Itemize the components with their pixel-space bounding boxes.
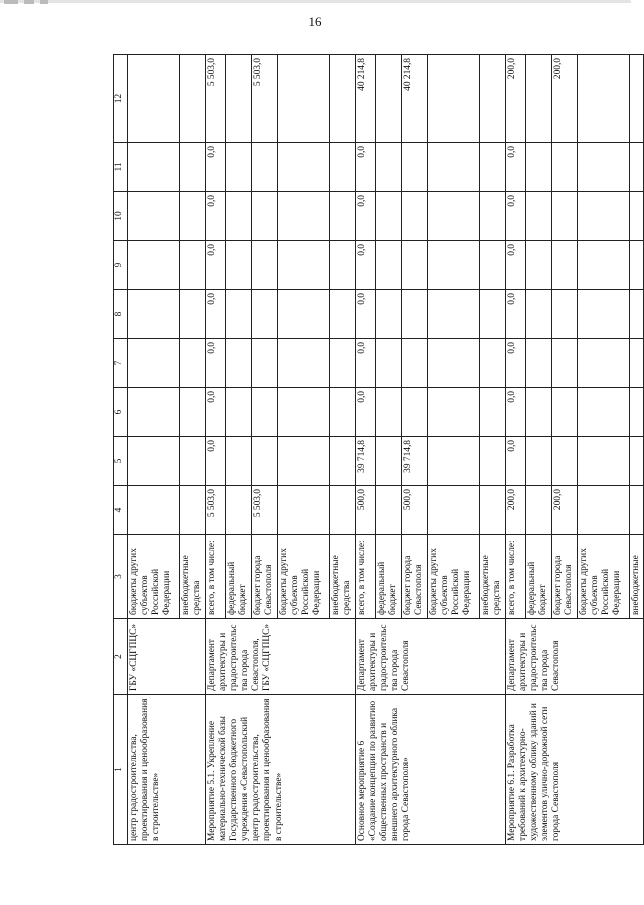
year-value-cell: 0,0: [206, 192, 226, 241]
activity-name-cell: Основное мероприятие 6 «Создание концепции по развитию общественных пространств и внешнего архитектурного облика города Севастополя»: [356, 695, 506, 845]
year-value-cell: [128, 192, 180, 241]
year-value-cell: 39 714,8: [356, 437, 376, 486]
column-number: 12: [114, 55, 128, 143]
table-row: [128, 55, 180, 845]
year-value-cell: [552, 192, 578, 241]
year-value-cell: [330, 388, 356, 437]
year-value-cell: [480, 241, 506, 290]
total-value-cell: [330, 55, 356, 143]
year-value-cell: [330, 290, 356, 339]
year-value-cell: 5 503,0: [252, 486, 278, 535]
year-value-cell: [180, 339, 206, 388]
funding-source-cell: внебюджетные средства: [330, 535, 356, 619]
column-number: 8: [114, 290, 128, 339]
year-value-cell: 0,0: [356, 241, 376, 290]
year-value-cell: [630, 192, 644, 241]
rotated-table-wrapper: [113, 55, 641, 845]
column-number: 9: [114, 241, 128, 290]
year-value-cell: 0,0: [356, 388, 376, 437]
table-row: [356, 55, 376, 845]
year-value-cell: [128, 241, 180, 290]
year-value-cell: [428, 486, 480, 535]
year-value-cell: 0,0: [356, 192, 376, 241]
year-value-cell: [180, 143, 206, 192]
table-row: [206, 55, 226, 845]
year-value-cell: [226, 143, 252, 192]
year-value-cell: [252, 290, 278, 339]
year-value-cell: [278, 241, 330, 290]
column-number: 4: [114, 486, 128, 535]
funding-source-cell: федеральный бюджет: [226, 535, 252, 619]
year-value-cell: [630, 437, 644, 486]
table-body: [114, 55, 644, 845]
year-value-cell: [226, 290, 252, 339]
column-number: 1: [114, 695, 128, 845]
year-value-cell: [526, 143, 552, 192]
activity-name-cell: центр градостроительства, проектирования и ценообразования в строительстве»: [128, 695, 206, 845]
year-value-cell: [376, 437, 402, 486]
table-row: [506, 55, 526, 845]
total-value-cell: 200,0: [552, 55, 578, 143]
funding-source-cell: федеральный бюджет: [526, 535, 552, 619]
year-value-cell: [578, 143, 630, 192]
total-value-cell: 5 503,0: [206, 55, 226, 143]
year-value-cell: [278, 290, 330, 339]
year-value-cell: [376, 290, 402, 339]
year-value-cell: [376, 388, 402, 437]
scan-mark: [0, 0, 56, 4]
year-value-cell: [480, 290, 506, 339]
year-value-cell: [428, 437, 480, 486]
total-value-cell: [630, 55, 644, 143]
funding-source-cell: бюджеты других субъектов Российской Федерации: [428, 535, 480, 619]
column-number: 5: [114, 437, 128, 486]
total-value-cell: 40 214,8: [402, 55, 428, 143]
year-value-cell: [278, 388, 330, 437]
year-value-cell: [402, 143, 428, 192]
year-value-cell: [226, 437, 252, 486]
year-value-cell: [278, 143, 330, 192]
funding-source-cell: всего, в том числе:: [356, 535, 376, 619]
year-value-cell: [428, 192, 480, 241]
funding-source-cell: внебюджетные: [630, 535, 644, 619]
year-value-cell: 500,0: [402, 486, 428, 535]
year-value-cell: 0,0: [506, 143, 526, 192]
column-number: 10: [114, 192, 128, 241]
year-value-cell: [252, 143, 278, 192]
total-value-cell: [578, 55, 630, 143]
year-value-cell: [180, 486, 206, 535]
year-value-cell: [428, 241, 480, 290]
funding-source-cell: внебюджетные средства: [480, 535, 506, 619]
year-value-cell: [180, 437, 206, 486]
year-value-cell: [376, 339, 402, 388]
year-value-cell: [252, 339, 278, 388]
funding-source-cell: федеральный бюджет: [376, 535, 402, 619]
page-number: 16: [308, 14, 322, 29]
year-value-cell: [278, 437, 330, 486]
total-value-cell: [278, 55, 330, 143]
year-value-cell: 500,0: [356, 486, 376, 535]
year-value-cell: [480, 339, 506, 388]
executor-cell: Департамент архитектуры и градостроительства города Севастополя: [506, 619, 644, 695]
year-value-cell: [578, 437, 630, 486]
activity-name-cell: Мероприятие 5.1. Укрепление материально-технической базы Государственного бюджетного учреждения «Севастопольский центр градостроительства, проектирования и ценообразования в строительстве»: [206, 695, 356, 845]
year-value-cell: 0,0: [506, 388, 526, 437]
year-value-cell: [526, 290, 552, 339]
total-value-cell: [376, 55, 402, 143]
year-value-cell: [428, 143, 480, 192]
year-value-cell: [480, 388, 506, 437]
year-value-cell: 200,0: [552, 486, 578, 535]
year-value-cell: [330, 339, 356, 388]
year-value-cell: [578, 486, 630, 535]
funding-source-cell: бюджеты других субъектов Российской Федерации: [278, 535, 330, 619]
funding-source-cell: бюджеты других субъектов Российской Федерации: [128, 535, 180, 619]
year-value-cell: 0,0: [506, 192, 526, 241]
total-value-cell: [526, 55, 552, 143]
year-value-cell: [330, 241, 356, 290]
year-value-cell: [128, 388, 180, 437]
year-value-cell: [226, 241, 252, 290]
year-value-cell: [180, 388, 206, 437]
funding-source-cell: бюджет города Севастополя: [252, 535, 278, 619]
executor-cell: ГБУ «СЦГПЦС»: [128, 619, 206, 695]
year-value-cell: [630, 143, 644, 192]
year-value-cell: [480, 192, 506, 241]
total-value-cell: [128, 55, 180, 143]
year-value-cell: 0,0: [506, 241, 526, 290]
total-value-cell: 40 214,8: [356, 55, 376, 143]
year-value-cell: 0,0: [506, 339, 526, 388]
year-value-cell: [402, 339, 428, 388]
year-value-cell: [226, 339, 252, 388]
year-value-cell: [252, 241, 278, 290]
year-value-cell: [402, 290, 428, 339]
year-value-cell: [480, 143, 506, 192]
year-value-cell: [128, 437, 180, 486]
year-value-cell: [402, 192, 428, 241]
year-value-cell: [552, 241, 578, 290]
year-value-cell: 39 714,8: [402, 437, 428, 486]
activity-name-cell: Мероприятие 6.1. Разработка требований к архитектурно-художественному облику зданий и элементов улично-дорожной сети города Севастополя: [506, 695, 644, 845]
year-value-cell: 0,0: [356, 143, 376, 192]
year-value-cell: [330, 486, 356, 535]
year-value-cell: [578, 192, 630, 241]
year-value-cell: [630, 486, 644, 535]
year-value-cell: [252, 192, 278, 241]
funding-source-cell: бюджет города Севастополя: [552, 535, 578, 619]
year-value-cell: [428, 290, 480, 339]
year-value-cell: [278, 339, 330, 388]
column-number-row: [114, 55, 128, 845]
year-value-cell: [526, 192, 552, 241]
year-value-cell: [630, 388, 644, 437]
year-value-cell: [376, 143, 402, 192]
total-value-cell: [180, 55, 206, 143]
year-value-cell: 0,0: [206, 241, 226, 290]
year-value-cell: 200,0: [506, 486, 526, 535]
executor-cell: Департамент архитектуры и градостроительства города Севастополя, ГБУ «СЦГПЦС»: [206, 619, 356, 695]
year-value-cell: [552, 339, 578, 388]
year-value-cell: [330, 192, 356, 241]
year-value-cell: [428, 339, 480, 388]
year-value-cell: 0,0: [356, 290, 376, 339]
year-value-cell: [128, 486, 180, 535]
year-value-cell: [552, 143, 578, 192]
executor-cell: Департамент архитектуры и градостроительства города Севастополя: [356, 619, 506, 695]
year-value-cell: [428, 388, 480, 437]
budget-table: [113, 54, 644, 845]
year-value-cell: [578, 339, 630, 388]
total-value-cell: [480, 55, 506, 143]
year-value-cell: [552, 388, 578, 437]
year-value-cell: 0,0: [206, 388, 226, 437]
year-value-cell: [128, 143, 180, 192]
year-value-cell: [330, 143, 356, 192]
column-number: 7: [114, 339, 128, 388]
funding-source-cell: бюджет города Севастополя: [402, 535, 428, 619]
year-value-cell: [526, 388, 552, 437]
year-value-cell: [180, 192, 206, 241]
year-value-cell: [226, 486, 252, 535]
year-value-cell: [128, 339, 180, 388]
total-value-cell: 200,0: [506, 55, 526, 143]
funding-source-cell: внебюджетные средства: [180, 535, 206, 619]
year-value-cell: [578, 388, 630, 437]
year-value-cell: 0,0: [506, 290, 526, 339]
year-value-cell: [226, 192, 252, 241]
year-value-cell: [552, 290, 578, 339]
year-value-cell: [630, 339, 644, 388]
year-value-cell: [526, 241, 552, 290]
year-value-cell: [630, 290, 644, 339]
year-value-cell: [252, 437, 278, 486]
year-value-cell: [278, 192, 330, 241]
funding-source-cell: всего, в том числе:: [206, 535, 226, 619]
year-value-cell: [480, 437, 506, 486]
total-value-cell: [428, 55, 480, 143]
year-value-cell: [252, 388, 278, 437]
year-value-cell: [552, 437, 578, 486]
year-value-cell: [376, 241, 402, 290]
year-value-cell: [402, 388, 428, 437]
year-value-cell: 0,0: [206, 290, 226, 339]
year-value-cell: [278, 486, 330, 535]
funding-source-cell: всего, в том числе:: [506, 535, 526, 619]
year-value-cell: [526, 486, 552, 535]
year-value-cell: [226, 388, 252, 437]
year-value-cell: [376, 192, 402, 241]
year-value-cell: [180, 241, 206, 290]
year-value-cell: [526, 339, 552, 388]
year-value-cell: [578, 290, 630, 339]
total-value-cell: 5 503,0: [252, 55, 278, 143]
funding-source-cell: бюджеты других субъектов Российской Федерации: [578, 535, 630, 619]
year-value-cell: 0,0: [356, 339, 376, 388]
year-value-cell: [630, 241, 644, 290]
year-value-cell: [180, 290, 206, 339]
year-value-cell: 0,0: [506, 437, 526, 486]
column-number: 6: [114, 388, 128, 437]
year-value-cell: [376, 486, 402, 535]
column-number: 11: [114, 143, 128, 192]
year-value-cell: 0,0: [206, 339, 226, 388]
total-value-cell: [226, 55, 252, 143]
column-number: 2: [114, 619, 128, 695]
year-value-cell: 5 503,0: [206, 486, 226, 535]
year-value-cell: 0,0: [206, 143, 226, 192]
year-value-cell: [402, 241, 428, 290]
year-value-cell: [330, 437, 356, 486]
page-top-edge: [0, 0, 631, 3]
year-value-cell: 0,0: [206, 437, 226, 486]
year-value-cell: [526, 437, 552, 486]
year-value-cell: [480, 486, 506, 535]
column-number: 3: [114, 535, 128, 619]
year-value-cell: [128, 290, 180, 339]
year-value-cell: [578, 241, 630, 290]
